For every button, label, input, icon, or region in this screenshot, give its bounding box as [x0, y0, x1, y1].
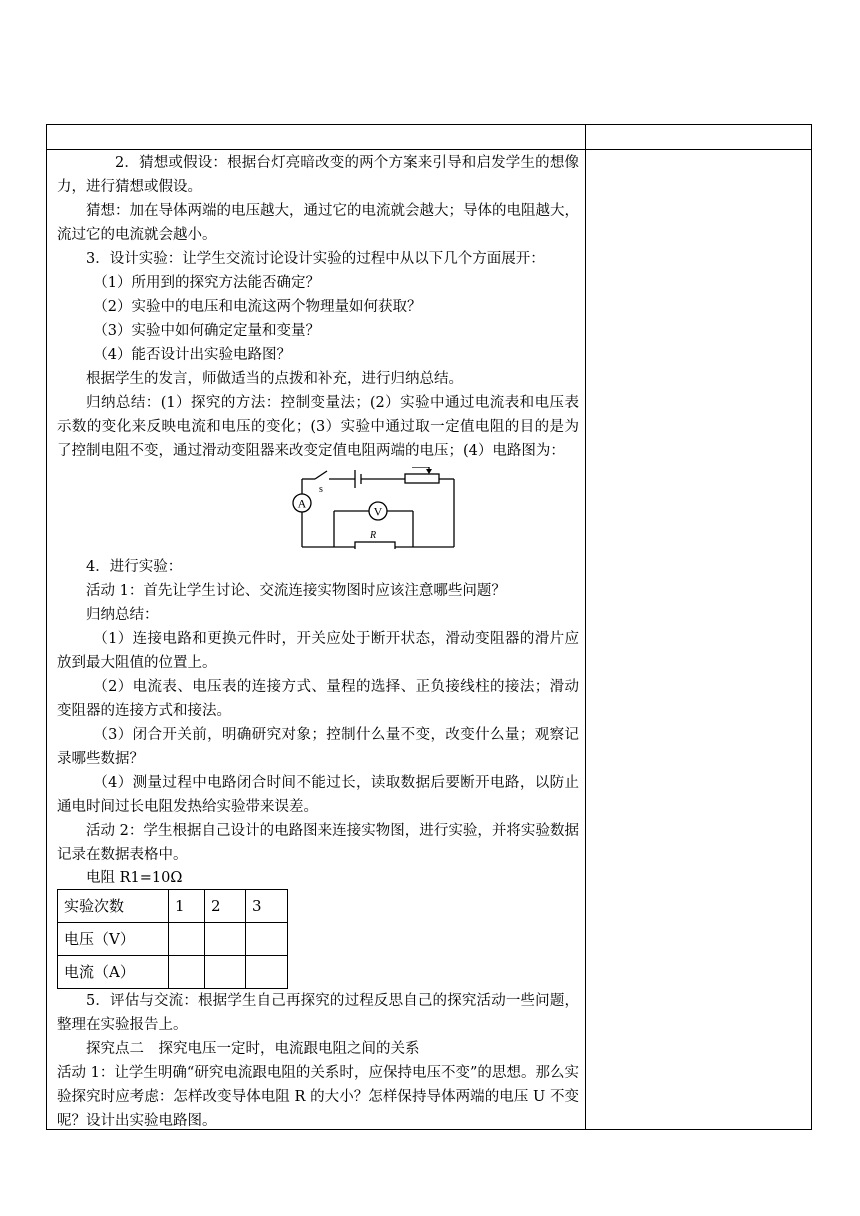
paragraph-design: 3．设计实验：让学生交流讨论设计实验的过程中从以下几个方面展开：	[86, 251, 545, 267]
table-cell	[205, 923, 246, 956]
ammeter-label: A	[297, 496, 307, 511]
paragraph-activity-1: 活动 1：首先让学生讨论、交流连接实物图时应该注意哪些问题？	[86, 583, 506, 599]
circuit-diagram-svg	[277, 467, 457, 549]
note-2: （2）电流表、电压表的连接方式、量程的选择、正负接线柱的接法；滑动变阻器的连接方式和接法。	[57, 679, 579, 719]
table-cell	[169, 956, 205, 989]
circuit-diagram	[57, 463, 579, 555]
paragraph-hypothesis: 2．猜想或假设：根据台灯亮暗改变的两个方案来引导和启发学生的想像力，进行猜想或假设。	[57, 155, 579, 195]
note-3: （3）闭合开关前，明确研究对象；控制什么量不变，改变什么量；观察记录哪些数据？	[57, 727, 579, 767]
table-cell	[246, 923, 288, 956]
lesson-table	[46, 124, 812, 1130]
question-1: （1）所用到的探究方法能否确定？	[93, 275, 320, 291]
table-cell: 2	[205, 890, 246, 923]
column-divider	[585, 125, 586, 1129]
paragraph-conduct: 4．进行实验：	[86, 559, 183, 575]
table-cell	[169, 923, 205, 956]
paragraph-conclusion: 归纳总结：(1）探究的方法：控制变量法；(2）实验中通过电流表和电压表示数的变化来反映电流和电压的变化；(3）实验中通过取一定值电阻的目的是为了控制电阻不变，通过滑动变阻器来改变定值电阻两端的电压；(4）电路图为：	[57, 395, 579, 459]
table-cell: 3	[246, 890, 288, 923]
resistance-label: 电阻 R1=10Ω	[86, 870, 183, 886]
table-cell	[246, 956, 288, 989]
table-cell: 电压（V）	[58, 923, 169, 956]
note-1: （1）连接电路和更换元件时，开关应处于断开状态，滑动变阻器的滑片应放到最大阻值的位置上。	[57, 631, 579, 671]
resistor-label: R	[369, 530, 377, 541]
table-cell	[205, 956, 246, 989]
data-table	[57, 889, 288, 989]
paragraph-summary-label: 归纳总结：	[86, 607, 159, 623]
table-row	[58, 890, 288, 923]
table-cell: 1	[169, 890, 205, 923]
main-content-cell	[57, 151, 579, 1133]
paragraph-guess: 猜想：加在导体两端的电压越大，通过它的电流就会越大；导体的电阻越大，流过它的电流就会越小。	[57, 203, 579, 243]
paragraph-activity-2: 活动 2：学生根据自己设计的电路图来连接实物图，进行实验，并将实验数据记录在数据表格中。	[57, 823, 579, 863]
question-2: （2）实验中的电压和电流这两个物理量如何获取？	[93, 299, 422, 315]
question-3: （3）实验中如何确定定量和变量？	[93, 323, 320, 339]
table-row	[58, 956, 288, 989]
paragraph-section-2-activity: 活动 1：让学生明确“研究电流跟电阻的关系时，应保持电压不变”的思想。那么实验探究时应考虑：怎样改变导体电阻 R 的大小？怎样保持导体两端的电压 U 不变呢？设计出实验电路图。	[57, 1065, 579, 1129]
paragraph-teacher-summary: 根据学生的发言，师做适当的点拨和补充，进行归纳总结。	[86, 371, 463, 387]
header-row-divider	[47, 149, 811, 150]
paragraph-section-2-heading: 探究点二 探究电压一定时，电流跟电阻之间的关系	[86, 1041, 420, 1057]
note-4: （4）测量过程中电路闭合时间不能过长，读取数据后要断开电路，以防止通电时间过长电阻发热给实验带来误差。	[57, 775, 579, 815]
table-row	[58, 923, 288, 956]
switch-label: s	[319, 484, 323, 495]
voltmeter-label: V	[373, 504, 383, 519]
table-cell: 实验次数	[58, 890, 169, 923]
paragraph-evaluation: 5．评估与交流：根据学生自己再探究的过程反思自己的探究活动一些问题，整理在实验报告上。	[57, 993, 579, 1033]
table-cell: 电流（A）	[58, 956, 169, 989]
question-4: （4）能否设计出实验电路图？	[93, 347, 291, 363]
